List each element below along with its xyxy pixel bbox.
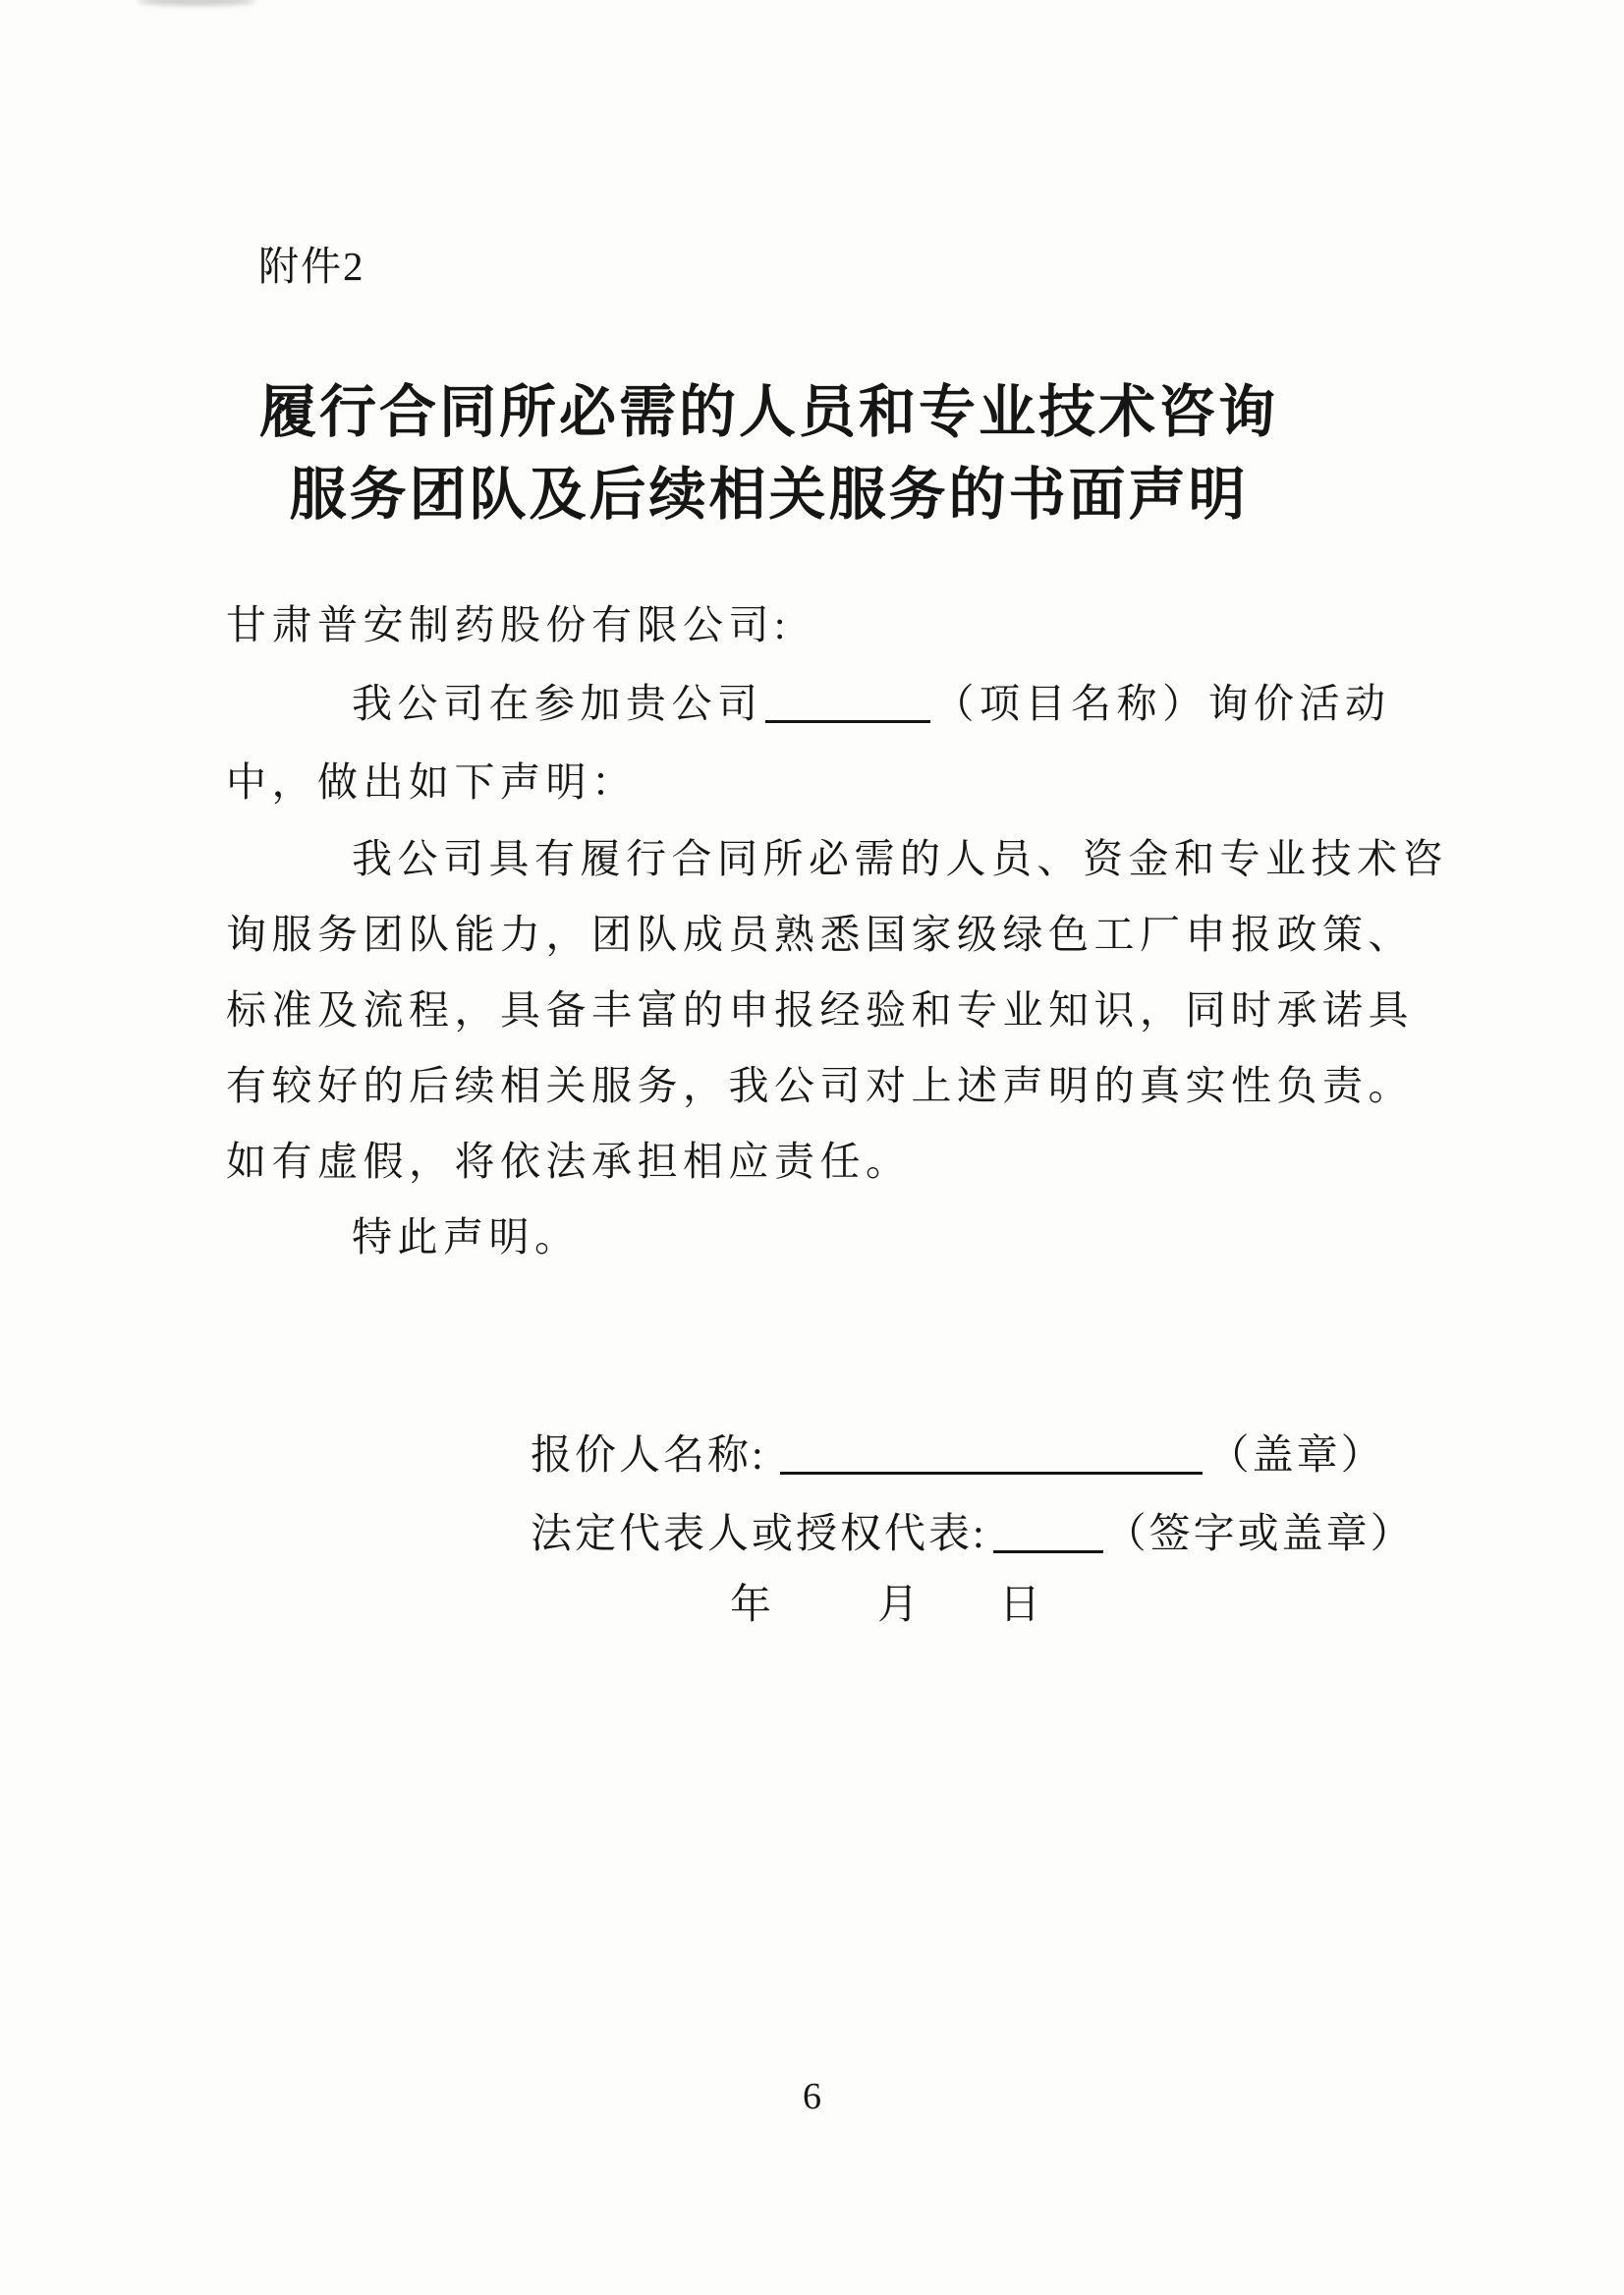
title-line-2: 服务团队及后续相关服务的书面声明 <box>289 463 1249 527</box>
paragraph2-line1: 我公司具有履行合同所必需的人员、资金和专业技术咨 <box>352 836 1448 881</box>
salutation: 甘肃普安制药股份有限公司: <box>226 602 791 647</box>
date-year-label: 年 <box>730 1583 772 1628</box>
paragraph2-line5: 如有虚假，将依法承担相应责任。 <box>226 1139 912 1184</box>
date-line <box>730 1572 1040 1631</box>
project-name-blank <box>765 681 930 723</box>
paragraph1-line1 <box>226 680 1521 728</box>
quoter-seal-note: （盖章） <box>1207 1433 1385 1479</box>
quoter-name-blank <box>780 1432 1203 1475</box>
paragraph1-after-blank: （项目名称）询价活动 <box>933 681 1391 726</box>
paragraph2-line2: 询服务团队能力，团队成员熟悉国家级绿色工厂申报政策、 <box>226 912 1414 957</box>
paragraph2-line3: 标准及流程，具备丰富的申报经验和专业知识，同时承诺具 <box>226 987 1414 1033</box>
closing-statement: 特此声明。 <box>352 1214 581 1259</box>
representative-label: 法定代表人或授权代表: <box>531 1512 987 1557</box>
paragraph1-line2: 中，做出如下声明： <box>226 759 638 805</box>
date-month-label: 月 <box>877 1583 920 1628</box>
date-day-label: 日 <box>999 1583 1041 1628</box>
attachment-label: 附件2 <box>258 244 365 289</box>
scan-artifact <box>138 0 255 6</box>
paragraph1-lead: 我公司在参加贵公司 <box>352 681 763 726</box>
quoter-label: 报价人名称: <box>531 1433 766 1479</box>
representative-blank <box>993 1511 1103 1553</box>
representative-signature-line <box>531 1501 1415 1560</box>
document-title <box>0 371 1538 536</box>
representative-seal-note: （签字或盖章） <box>1104 1512 1415 1557</box>
title-line-1: 履行合同所必需的人员和专业技术咨询 <box>258 380 1278 444</box>
page-number: 6 <box>803 2076 821 2117</box>
paragraph2-line4: 有较好的后续相关服务，我公司对上述声明的真实性负责。 <box>226 1063 1414 1108</box>
quoter-signature-line <box>531 1423 1385 1482</box>
